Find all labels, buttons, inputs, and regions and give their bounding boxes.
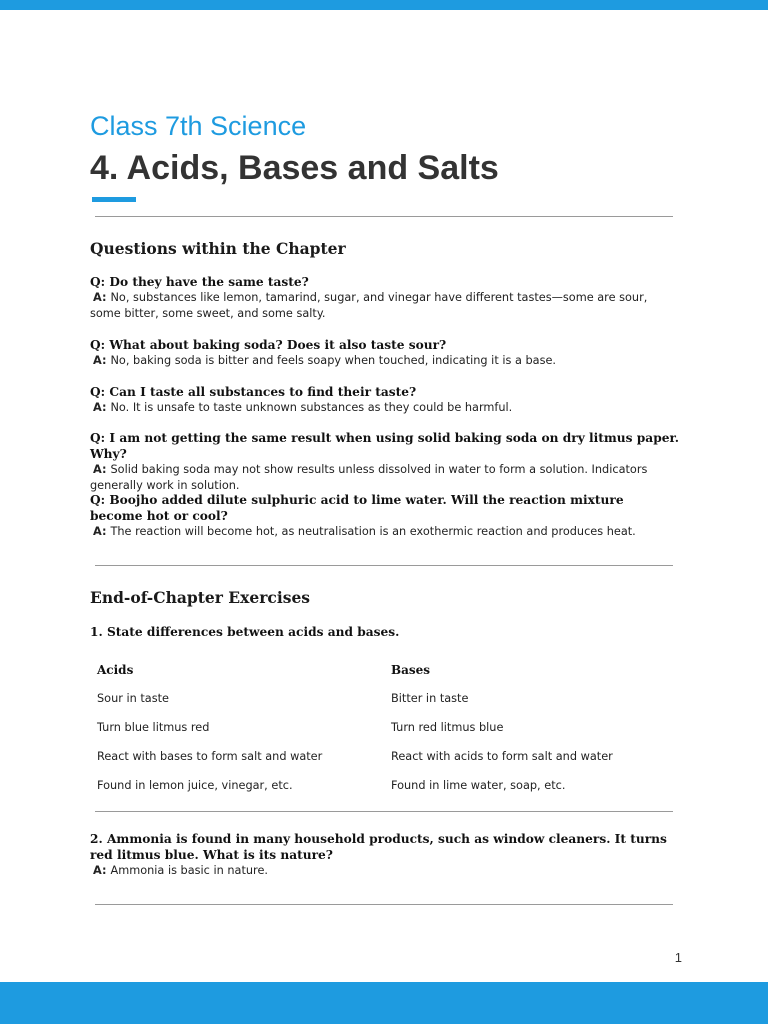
answer-text: No, baking soda is bitter and feels soapy when touched, indicating it is a base.	[110, 354, 556, 367]
answer	[90, 290, 680, 321]
table-cell: Turn blue litmus red	[97, 721, 210, 734]
divider	[95, 565, 673, 566]
table-cell: React with acids to form salt and water	[391, 750, 613, 763]
page-number: 1	[674, 950, 682, 965]
column-header-bases: Bases	[391, 662, 431, 677]
question-prefix: Q:	[90, 493, 106, 507]
section-heading-exercises: End-of-Chapter Exercises	[90, 588, 311, 607]
question-prefix: Q:	[90, 431, 106, 445]
chapter-title: 4. Acids, Bases and Salts	[90, 149, 499, 187]
column-header-acids: Acids	[97, 662, 134, 677]
qa-item	[90, 274, 680, 321]
answer	[90, 353, 680, 369]
answer-prefix: A:	[93, 525, 107, 538]
table-row	[90, 684, 680, 713]
question-text: Can I taste all substances to find their taste?	[109, 385, 417, 399]
table-cell: React with bases to form salt and water	[97, 750, 323, 763]
question	[90, 430, 680, 462]
table-cell: Bitter in taste	[391, 692, 469, 705]
answer-prefix: A:	[93, 401, 107, 414]
question-prefix: Q:	[90, 385, 106, 399]
divider	[95, 811, 673, 812]
title-accent-underline	[92, 197, 136, 202]
question-prefix: Q:	[90, 275, 106, 289]
acids-bases-table	[90, 655, 680, 800]
table-cell: Found in lime water, soap, etc.	[391, 779, 566, 792]
table-cell: Turn red litmus blue	[391, 721, 504, 734]
answer-prefix: A:	[93, 864, 107, 877]
answer-prefix: A:	[93, 291, 107, 304]
table-cell: Found in lemon juice, vinegar, etc.	[97, 779, 293, 792]
question	[90, 274, 680, 290]
question-text: 1. State differences between acids and bases.	[90, 625, 400, 639]
answer-prefix: A:	[93, 354, 107, 367]
qa-item	[90, 430, 680, 493]
question	[90, 384, 680, 400]
answer-text: Solid baking soda may not show results unless dissolved in water to form a solution. Indicators generally work in solution.	[90, 463, 648, 492]
answer-text: No, substances like lemon, tamarind, sugar, and vinegar have different tastes—some are sour, some bitter, some sweet, and some salty.	[90, 291, 648, 320]
question-text: 2. Ammonia is found in many household products, such as window cleaners. It turns red litmus blue. What is its nature?	[90, 832, 667, 862]
answer	[90, 400, 680, 416]
table-cell: Sour in taste	[97, 692, 169, 705]
table-row	[90, 713, 680, 742]
exercise-question-1	[90, 624, 680, 640]
question-text: What about baking soda? Does it also taste sour?	[109, 338, 447, 352]
answer	[90, 462, 680, 493]
question-text: I am not getting the same result when using solid baking soda on dry litmus paper. Why?	[90, 431, 680, 461]
question-prefix: Q:	[90, 338, 106, 352]
question-text: Boojho added dilute sulphuric acid to lime water. Will the reaction mixture become hot or cool?	[90, 493, 624, 523]
divider	[95, 904, 673, 905]
exercise-question-2	[90, 831, 680, 879]
answer-text: Ammonia is basic in nature.	[110, 864, 268, 877]
qa-item	[90, 492, 680, 540]
answer-prefix: A:	[93, 463, 107, 476]
class-label: Class 7th Science	[90, 111, 307, 141]
divider	[95, 216, 673, 217]
section-heading-in-chapter: Questions within the Chapter	[90, 239, 346, 258]
bottom-accent-bar	[0, 982, 768, 1024]
answer-text: The reaction will become hot, as neutralisation is an exothermic reaction and produces heat.	[110, 525, 636, 538]
question	[90, 337, 680, 353]
answer	[90, 524, 680, 540]
qa-item	[90, 384, 680, 416]
table-row	[90, 742, 680, 771]
question	[90, 492, 680, 524]
answer	[90, 863, 680, 879]
top-accent-bar	[0, 0, 768, 10]
table-header-row	[90, 655, 680, 684]
question-text: Do they have the same taste?	[109, 275, 309, 289]
qa-item	[90, 337, 680, 369]
answer-text: No. It is unsafe to taste unknown substances as they could be harmful.	[110, 401, 513, 414]
table-row	[90, 771, 680, 800]
